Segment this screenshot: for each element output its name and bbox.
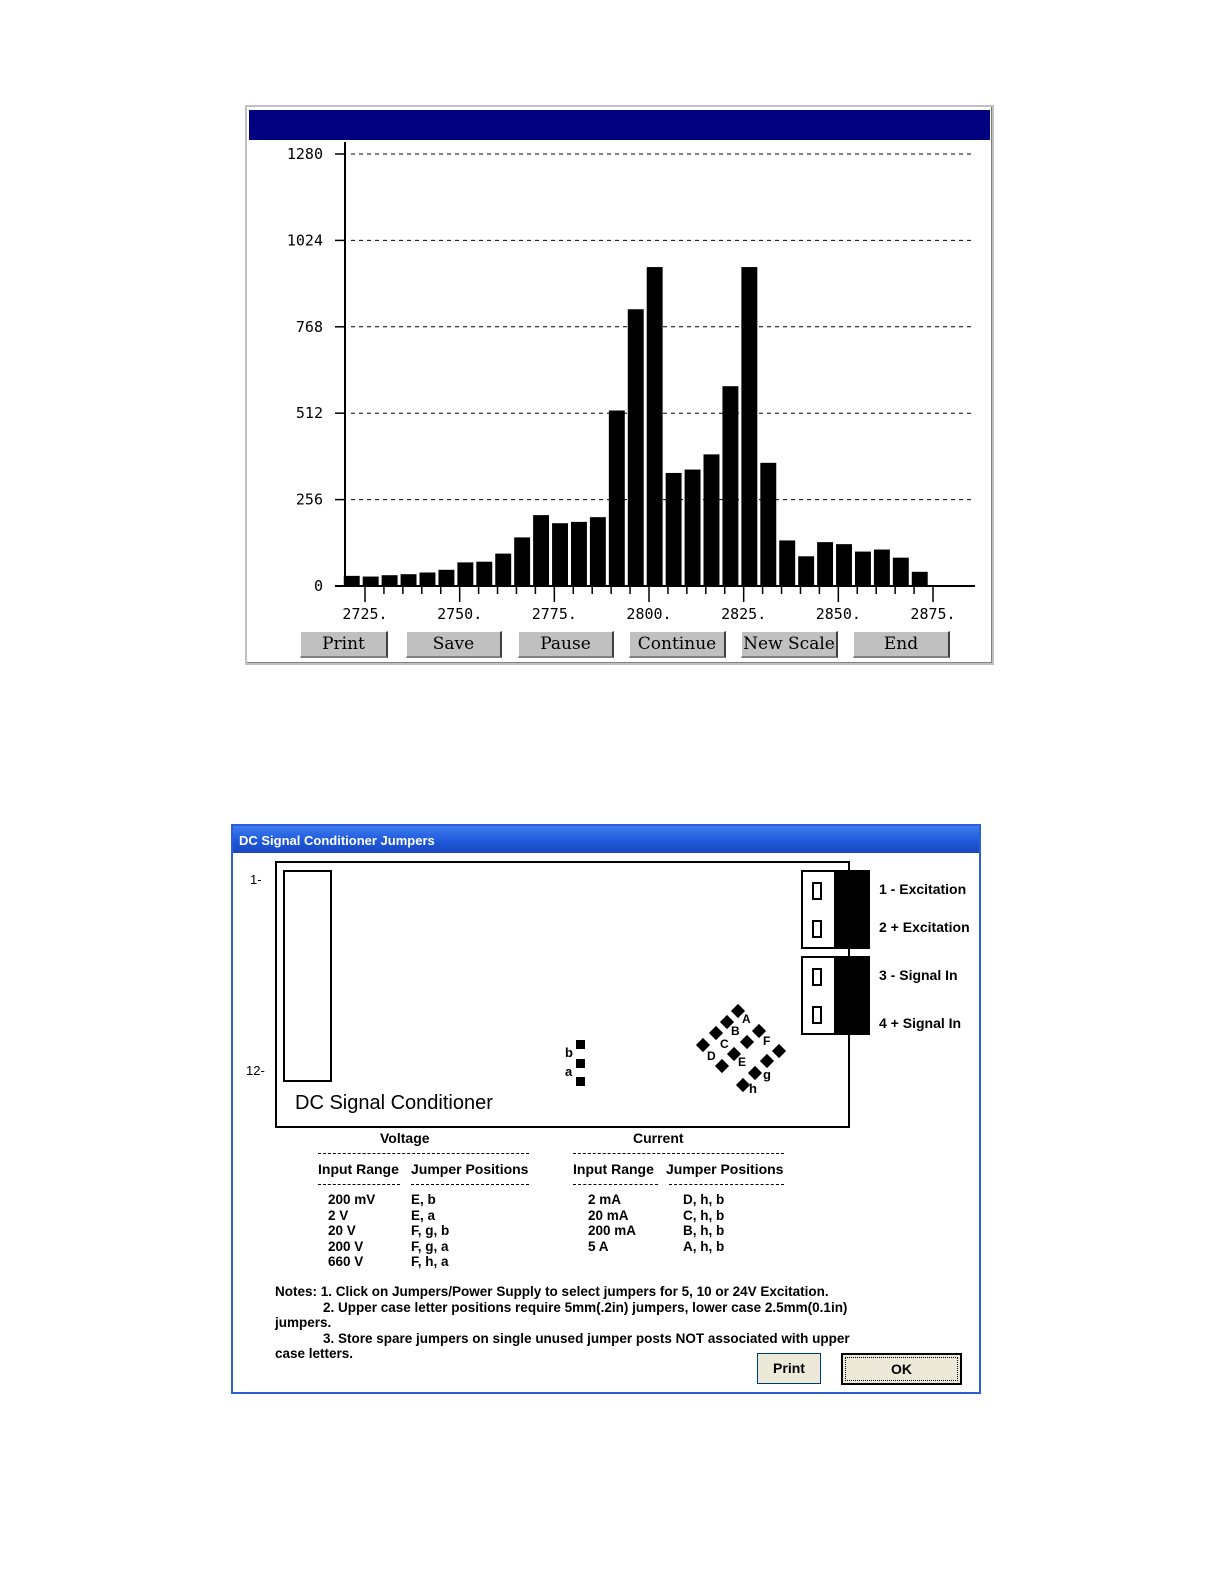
x-tick-label: 2750. bbox=[437, 605, 483, 623]
voltage-jumper-cell: F, h, a bbox=[411, 1254, 449, 1270]
y-tick-label: 768 bbox=[295, 317, 323, 336]
note-line-1: Notes: 1. Click on Jumpers/Power Supply to select jumpers for 5, 10 or 24V Excitation. bbox=[275, 1284, 829, 1299]
divider bbox=[669, 1184, 784, 1185]
histogram-bar bbox=[476, 562, 492, 586]
current-jumper-cell: A, h, b bbox=[683, 1238, 725, 1254]
voltage-jumper-cell: E, a bbox=[411, 1207, 436, 1223]
histogram-bar bbox=[552, 523, 568, 586]
divider bbox=[573, 1184, 658, 1185]
pin-top-label: 1- bbox=[250, 872, 262, 887]
histogram-bar bbox=[401, 574, 417, 586]
y-tick-label: 256 bbox=[295, 490, 323, 509]
voltage-range-cell: 20 V bbox=[328, 1223, 356, 1239]
terminal-label-1: 1 - Excitation bbox=[879, 881, 967, 897]
histogram-bar bbox=[836, 544, 852, 586]
ok-button[interactable] bbox=[841, 1353, 962, 1385]
histogram-bar bbox=[741, 267, 757, 586]
histogram-bar bbox=[798, 556, 814, 586]
divider bbox=[318, 1153, 529, 1154]
histogram-bar bbox=[609, 411, 625, 587]
x-tick-label: 2725. bbox=[342, 605, 388, 623]
board-label: DC Signal Conditioner bbox=[295, 1092, 493, 1114]
x-tick-label: 2850. bbox=[815, 605, 861, 623]
terminal-label-2: 2 + Excitation bbox=[879, 919, 970, 935]
histogram-bar bbox=[704, 454, 720, 586]
histogram-bar bbox=[420, 573, 436, 587]
print-button[interactable]: Print bbox=[300, 631, 388, 658]
terminal-label-3: 3 - Signal In bbox=[879, 967, 958, 983]
voltage-col-jumper-positions: Jumper Positions bbox=[411, 1161, 529, 1177]
current-col-jumper-positions: Jumper Positions bbox=[666, 1161, 784, 1177]
signal-terminal-block[interactable] bbox=[801, 956, 870, 1035]
note-line-5: case letters. bbox=[275, 1346, 354, 1361]
y-tick-label: 0 bbox=[313, 577, 323, 595]
current-jumper-cell: B, h, b bbox=[683, 1223, 725, 1239]
jumper-post[interactable] bbox=[576, 1040, 585, 1049]
terminal-block-body bbox=[834, 958, 868, 1033]
end-button[interactable]: End bbox=[853, 631, 950, 658]
note-line-2: 2. Upper case letter positions require 5mm(.2in) jumpers, lower case 2.5mm(0.1in) bbox=[323, 1300, 848, 1315]
histogram-chart bbox=[247, 107, 992, 627]
current-range-cell: 20 mA bbox=[588, 1207, 629, 1223]
excitation-terminal-block[interactable] bbox=[801, 870, 870, 949]
print-button[interactable]: Print bbox=[757, 1353, 821, 1384]
pin-connector bbox=[283, 870, 332, 1082]
jumper-label-b: b bbox=[565, 1045, 573, 1060]
voltage-range-cell: 200 V bbox=[328, 1238, 364, 1254]
terminal-3-hole bbox=[812, 968, 822, 986]
voltage-heading: Voltage bbox=[380, 1130, 430, 1146]
voltage-jumper-cell: F, g, b bbox=[411, 1223, 450, 1239]
histogram-bar bbox=[855, 552, 871, 586]
current-heading: Current bbox=[633, 1130, 684, 1146]
histogram-bar bbox=[666, 473, 682, 586]
voltage-range-cell: 660 V bbox=[328, 1254, 364, 1270]
histogram-bar bbox=[647, 267, 663, 586]
histogram-bar bbox=[438, 570, 454, 586]
jumper-label-A: A bbox=[742, 1012, 751, 1026]
terminal-4-hole bbox=[812, 1006, 822, 1024]
histogram-bar bbox=[874, 550, 890, 586]
histogram-window bbox=[245, 105, 994, 665]
save-button[interactable]: Save bbox=[406, 631, 502, 658]
current-range-cell: 2 mA bbox=[588, 1192, 622, 1207]
y-tick-label: 1024 bbox=[286, 231, 323, 250]
x-tick-label: 2825. bbox=[721, 605, 767, 623]
histogram-bar bbox=[571, 522, 587, 586]
histogram-bar bbox=[912, 572, 928, 586]
window-title: DC Signal Conditioner Jumpers bbox=[239, 833, 435, 848]
jumpers-window bbox=[231, 824, 981, 1394]
new-scale-button[interactable]: New Scale bbox=[741, 631, 838, 658]
histogram-bar bbox=[363, 577, 379, 586]
pin-bottom-label: 12- bbox=[246, 1063, 265, 1078]
jumper-label-C: C bbox=[720, 1037, 729, 1051]
histogram-bar bbox=[344, 576, 360, 586]
histogram-bar bbox=[628, 309, 644, 586]
histogram-bar bbox=[382, 575, 398, 586]
terminal-block-body bbox=[834, 872, 868, 947]
current-jumper-cell: C, h, b bbox=[683, 1207, 725, 1223]
y-tick-label: 512 bbox=[295, 404, 323, 423]
histogram-bar bbox=[760, 463, 776, 586]
continue-button[interactable]: Continue bbox=[629, 631, 726, 658]
histogram-bar bbox=[817, 542, 833, 586]
histogram-bar bbox=[533, 515, 549, 586]
histogram-bar bbox=[495, 554, 511, 586]
jumper-post-b[interactable] bbox=[576, 1059, 585, 1068]
pause-button[interactable]: Pause bbox=[518, 631, 614, 658]
jumper-post-a[interactable] bbox=[576, 1077, 585, 1086]
histogram-bar bbox=[590, 517, 606, 586]
terminal-label-4: 4 + Signal In bbox=[879, 1015, 962, 1031]
histogram-bar bbox=[685, 470, 701, 586]
jumper-label-F: F bbox=[763, 1034, 771, 1048]
jumper-label-D: D bbox=[707, 1049, 716, 1063]
histogram-bar bbox=[457, 562, 473, 586]
terminal-2-hole bbox=[812, 920, 822, 938]
y-tick-label: 1280 bbox=[286, 145, 323, 163]
jumper-label-a: a bbox=[565, 1064, 573, 1079]
voltage-jumper-cell: E, b bbox=[411, 1192, 436, 1207]
jumper-label-h: h bbox=[749, 1081, 757, 1096]
current-range-cell: 200 mA bbox=[588, 1223, 637, 1239]
histogram-bar bbox=[893, 558, 909, 586]
current-jumper-cell: D, h, b bbox=[683, 1192, 725, 1207]
voltage-range-cell: 2 V bbox=[328, 1207, 349, 1223]
x-tick-label: 2775. bbox=[531, 605, 577, 623]
jumper-label-g: g bbox=[763, 1067, 771, 1082]
histogram-bar bbox=[779, 540, 795, 586]
histogram-bar bbox=[514, 537, 530, 586]
current-range-cell: 5 A bbox=[588, 1238, 609, 1254]
jumper-label-E: E bbox=[738, 1055, 747, 1069]
terminal-1-hole bbox=[812, 882, 822, 900]
divider bbox=[573, 1153, 784, 1154]
note-line-4: 3. Store spare jumpers on single unused jumper posts NOT associated with upper bbox=[323, 1331, 850, 1346]
histogram-bar bbox=[722, 386, 738, 586]
voltage-jumper-cell: F, g, a bbox=[411, 1238, 449, 1254]
ok-button-label: OK bbox=[845, 1357, 958, 1381]
jumper-label-B: B bbox=[731, 1024, 740, 1038]
current-col-input-range: Input Range bbox=[573, 1161, 654, 1177]
divider bbox=[318, 1184, 400, 1185]
note-line-3: jumpers. bbox=[275, 1315, 332, 1330]
x-tick-label: 2800. bbox=[626, 605, 672, 623]
voltage-range-cell: 200 mV bbox=[328, 1192, 376, 1207]
voltage-col-input-range: Input Range bbox=[318, 1161, 399, 1177]
jumpers-title-bar[interactable] bbox=[233, 826, 979, 853]
divider bbox=[411, 1184, 529, 1185]
signal-conditioner-board bbox=[275, 861, 850, 1128]
x-tick-label: 2875. bbox=[910, 605, 956, 623]
